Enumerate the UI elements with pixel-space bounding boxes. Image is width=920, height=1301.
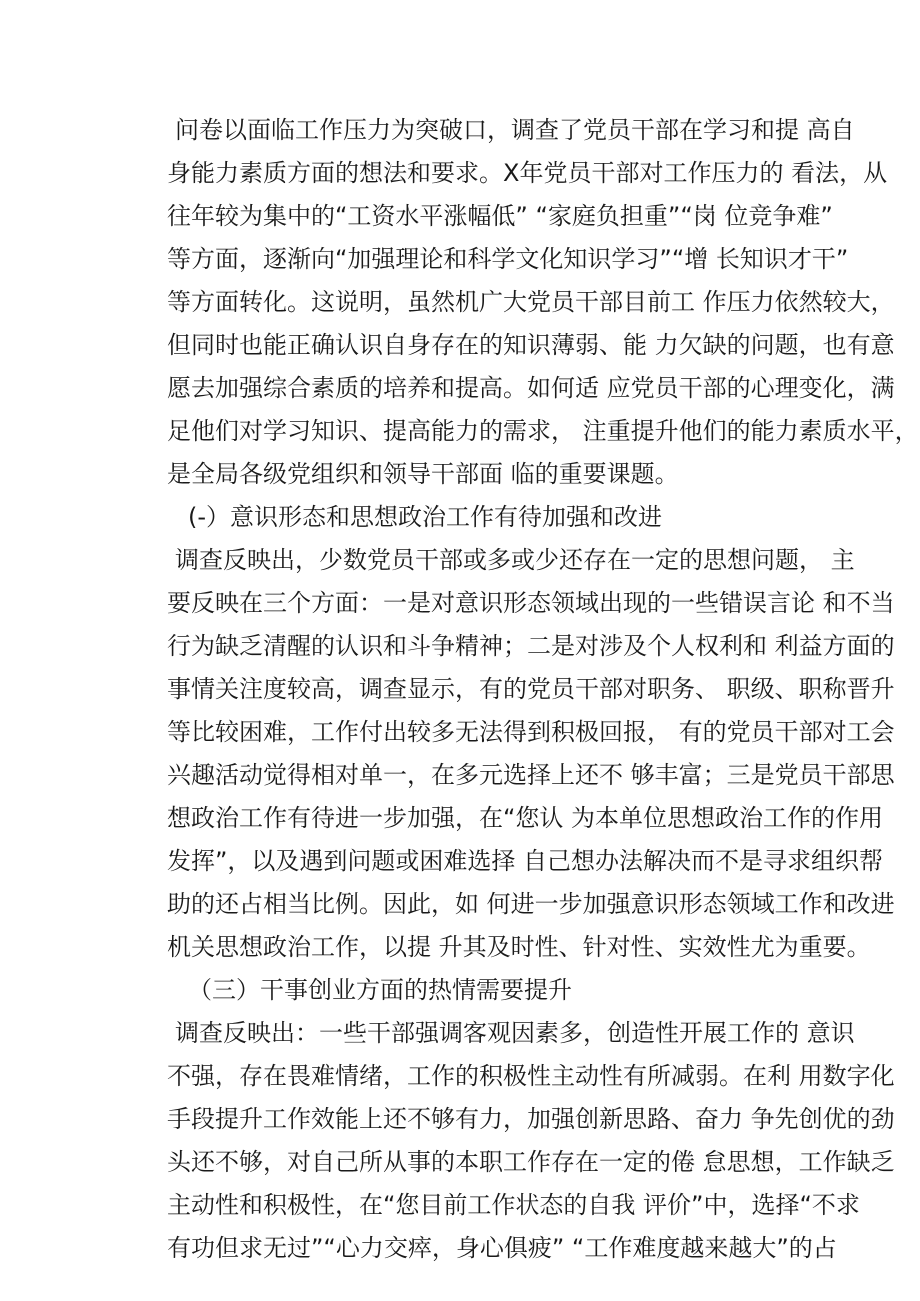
section-heading-1: (-）意识形态和思想政治工作有待加强和改进 — [188, 503, 663, 531]
paragraph-3-line-3: 手段提升工作效能上还不够有力，加强创新思路、奋力 争先创优的劲 — [167, 1105, 895, 1133]
paragraph-2-line-6: 兴趣活动觉得相对单一，在多元选择上还不 够丰富；三是党员干部思 — [167, 761, 895, 789]
paragraph-2-line-9: 助的还占相当比例。因此，如 何进一步加强意识形态领域工作和改进 — [167, 890, 895, 918]
section-heading-3: （三）干事创业方面的热情需要提升 — [188, 976, 572, 1004]
paragraph-2-line-2: 要反映在三个方面：一是对意识形态领域出现的一些错误言论 和不当 — [167, 589, 895, 617]
paragraph-2-line-10: 机关思想政治工作，以提 升其及时性、针对性、实效性尤为重要。 — [167, 933, 871, 961]
paragraph-3-line-1: 调查反映出：一些干部强调客观因素多，创造性开展工作的 意识 — [175, 1019, 855, 1047]
paragraph-1-line-5: 等方面转化。这说明，虽然机广大党员干部目前工 作压力依然较大， — [167, 288, 895, 316]
paragraph-2-line-3: 行为缺乏清醒的认识和斗争精神；二是对涉及个人权利和 利益方面的 — [167, 632, 895, 660]
paragraph-2-line-8: 发挥”，以及遇到问题或困难选择 自己想办法解决而不是寻求组织帮 — [167, 847, 884, 875]
paragraph-2-line-4: 事情关注度较高，调查显示，有的党员干部对职务、 职级、职称晋升 — [167, 675, 895, 703]
paragraph-1-line-3: 往年较为集中的“工资水平涨幅低” “家庭负担重”“岗 位竞争难” — [167, 202, 833, 230]
paragraph-1-line-8: 足他们对学习知识、提高能力的需求， 注重提升他们的能力素质水平， — [167, 417, 919, 445]
paragraph-1-line-2: 身能力素质方面的想法和要求。X年党员干部对工作压力的 看法，从 — [167, 159, 888, 187]
paragraph-1-line-9: 是全局各级党组织和领导干部面 临的重要课题。 — [167, 460, 679, 488]
paragraph-3-line-5: 主动性和积极性，在“您目前工作状态的自我 评价”中，选择“不求 — [167, 1191, 860, 1219]
paragraph-1-line-1: 问卷以面临工作压力为突破口，调查了党员干部在学习和提 高自 — [175, 116, 855, 144]
paragraph-1-line-6: 但同时也能正确认识自身存在的知识薄弱、能 力欠缺的问题，也有意 — [167, 331, 895, 359]
paragraph-2-line-5: 等比较困难，工作付出较多无法得到积极回报， 有的党员干部对工会 — [167, 718, 895, 746]
paragraph-3-line-6: 有功但求无过”“心力交瘁，身心俱疲” “工作难度越来越大”的占 — [167, 1234, 837, 1262]
paragraph-1-line-7: 愿去加强综合素质的培养和提高。如何适 应党员干部的心理变化，满 — [167, 374, 895, 402]
paragraph-3-line-2: 不强，存在畏难情绪，工作的积极性主动性有所减弱。在利 用数字化 — [167, 1062, 895, 1090]
paragraph-3-line-4: 头还不够，对自己所从事的本职工作存在一定的倦 怠思想，工作缺乏 — [167, 1148, 895, 1176]
paragraph-2-line-7: 想政治工作有待进一步加强，在“您认 为本单位思想政治工作的作用 — [167, 804, 884, 832]
paragraph-2-line-1: 调查反映出，少数党员干部或多或少还存在一定的思想问题， 主 — [175, 546, 855, 574]
paragraph-1-line-4: 等方面，逐渐向“加强理论和科学文化知识学习”“增 长知识才干” — [167, 245, 849, 273]
